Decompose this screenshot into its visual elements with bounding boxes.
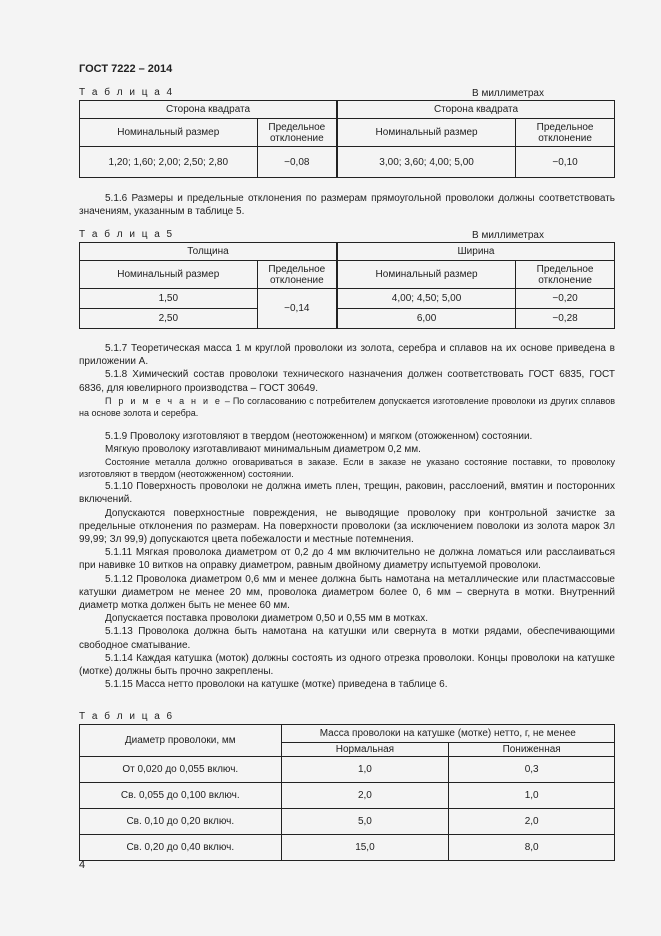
paragraph-5-1-7: 5.1.7 Теоретическая масса 1 м круглой проволоки из золота, серебра и сплавов на их основе приведена в приложении А. (79, 343, 615, 368)
note-label: П р и м е ч а н и е (105, 395, 222, 406)
table-row (80, 783, 615, 809)
table5-row1-thickness: 1,50 (80, 289, 258, 309)
paragraph-5-1-8: 5.1.8 Химический состав проволоки технического назначения должен соответствовать ГОСТ 6835, ГОСТ 6836, для ювелирного производства – ГОСТ 30649. (79, 369, 615, 394)
table6-row1-diameter: От 0,020 до 0,055 включ. (80, 757, 282, 783)
paragraph-5-1-12b: Допускается поставка проволоки диаметром 0,50 и 0,55 мм в мотках. (105, 613, 429, 625)
table4-right-deviation: −0,10 (516, 147, 615, 178)
body-text (79, 342, 615, 691)
table5-col-nominal-left: Номинальный размер (80, 261, 258, 289)
table4-unit: В миллиметрах (472, 88, 544, 99)
table6-row4-reduced: 8,0 (449, 835, 615, 861)
note-text: – По согласованию с потребителем допускается изготовление проволоки из других сплавов на основе золота и серебра. (79, 395, 615, 418)
note (79, 395, 615, 419)
table4-col-deviation-left: Предельное отклонение (257, 119, 337, 147)
table6-row4-normal: 15,0 (281, 835, 449, 861)
table5-right-title: Ширина (337, 243, 614, 261)
table4-right-nominal: 3,00; 3,60; 4,00; 5,00 (337, 147, 516, 178)
table6-col-normal: Нормальная (281, 743, 449, 757)
paragraph-5-1-10a: 5.1.10 Поверхность проволоки не должна иметь плен, трещин, раковин, расслоений, вмятин и посторонних включений. (79, 481, 615, 506)
paragraph-5-1-10b: Допускаются поверхностные повреждения, не выводящие проволоку при контрольной зачистке за предельные отклонения по размерам. На поверхности проволоки (за исключением поволоки из золота марок Зл 99,99; Зл 99,9) допускаются цвета побежалости и местные потемнения. (79, 507, 615, 546)
table-row (80, 835, 615, 861)
table5-left-title: Толщина (80, 243, 338, 261)
table4-col-deviation-right: Предельное отклонение (516, 119, 615, 147)
table6-row2-reduced: 1,0 (449, 783, 615, 809)
table5-row2-width: 6,00 (337, 309, 516, 329)
table6-row3-diameter: Св. 0,10 до 0,20 включ. (80, 809, 282, 835)
paragraph-5-1-12a: 5.1.12 Проволока диаметром 0,6 мм и менее должна быть намотана на металлические или пластмассовые катушки диаметром не менее 20 мм, проволока диаметром более 0, 6 мм – свернута в мотки. Внутренний диаметр мотка должен быть не менее 60 мм. (79, 573, 615, 612)
table6-row3-reduced: 2,0 (449, 809, 615, 835)
table4-col-nominal-right: Номинальный размер (337, 119, 516, 147)
table5 (79, 242, 615, 329)
table-row (80, 809, 615, 835)
table4 (79, 100, 615, 178)
table6-row1-reduced: 0,3 (449, 757, 615, 783)
table4-left-nominal: 1,20; 1,60; 2,00; 2,50; 2,80 (80, 147, 258, 178)
table5-thickness-deviation: −0,14 (257, 289, 337, 329)
table6-row4-diameter: Св. 0,20 до 0,40 включ. (80, 835, 282, 861)
document-header: ГОСТ 7222 – 2014 (79, 63, 173, 75)
table6-caption: Т а б л и ц а 6 (79, 711, 175, 722)
table6-row1-normal: 1,0 (281, 757, 449, 783)
table4-caption: Т а б л и ц а 4 (79, 87, 175, 98)
table5-row2-thickness: 2,50 (80, 309, 258, 329)
table6 (79, 724, 615, 861)
table5-caption: Т а б л и ц а 5 (79, 229, 175, 240)
table5-row2-width-deviation: −0,28 (516, 309, 615, 329)
table5-col-deviation-right: Предельное отклонение (516, 261, 615, 289)
table4-right-title: Сторона квадрата (337, 101, 614, 119)
paragraph-5-1-14: 5.1.14 Каждая катушка (моток) должны состоять из одного отрезка проволоки. Концы проволоки на катушке (мотке) должны быть прочно закреплены. (79, 652, 615, 678)
paragraph-5-1-6: 5.1.6 Размеры и предельные отклонения по размерам прямоугольной проволоки должны соответствовать значениям, указанным в таблице 5. (79, 193, 615, 218)
paragraph-5-1-15: 5.1.15 Масса нетто проволоки на катушке (мотке) приведена в таблице 6. (105, 679, 448, 691)
page-number: 4 (79, 859, 86, 871)
table6-row3-normal: 5,0 (281, 809, 449, 835)
table6-row2-diameter: Св. 0,055 до 0,100 включ. (80, 783, 282, 809)
table6-col-mass: Масса проволоки на катушке (мотке) нетто, г, не менее (281, 725, 614, 743)
table4-col-nominal-left: Номинальный размер (80, 119, 258, 147)
table5-row1-width: 4,00; 4,50; 5,00 (337, 289, 516, 309)
paragraph-5-1-9c: Состояние металла должно оговариваться в заказе. Если в заказе не указано состояние поставки, то проволоку изготовляют в твердом (неотожженном) состоянии. (79, 457, 615, 480)
table5-col-deviation-left: Предельное отклонение (257, 261, 337, 289)
table4-left-deviation: −0,08 (257, 147, 337, 178)
table5-unit: В миллиметрах (472, 230, 544, 241)
table5-row1-width-deviation: −0,20 (516, 289, 615, 309)
table4-left-title: Сторона квадрата (80, 101, 338, 119)
paragraph-5-1-11: 5.1.11 Мягкая проволока диаметром от 0,2 до 4 мм включительно не должна ломаться или расслаиваться при навивке 10 витков на оправку диаметром, равным двойному диаметру испытуемой проволоки. (79, 547, 615, 572)
table6-row2-normal: 2,0 (281, 783, 449, 809)
table6-col-reduced: Пониженная (449, 743, 615, 757)
paragraph-5-1-9b: Мягкую проволоку изготавливают минимальным диаметром 0,2 мм. (105, 444, 421, 456)
table-row (80, 757, 615, 783)
paragraph-5-1-9a: 5.1.9 Проволоку изготовляют в твердом (неотожженном) и мягком (отожженном) состоянии. (105, 430, 533, 442)
table5-col-nominal-right: Номинальный размер (337, 261, 516, 289)
table6-col-diameter: Диаметр проволоки, мм (80, 725, 282, 757)
paragraph-5-1-13: 5.1.13 Проволока должна быть намотана на катушки или свернута в мотки рядами, обеспечивающими свободное сматывание. (79, 626, 615, 651)
